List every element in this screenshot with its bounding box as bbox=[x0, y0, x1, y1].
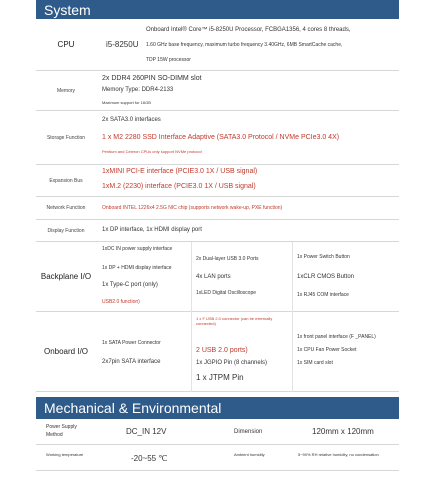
cpu-line2: 1.60 GHz base frequency, maximum turbo frequency 3.40GHz, 6MB SmartCache cache, bbox=[146, 42, 343, 48]
dimension-label: Dimension bbox=[234, 429, 263, 435]
network-label: Network Function bbox=[46, 205, 86, 211]
onboard-c1-item: 1x SATA Power Connector bbox=[102, 340, 161, 346]
display-line1: 1x DP interface, 1x HDMI display port bbox=[102, 227, 202, 233]
cpu-line3: TDP 15W processor bbox=[146, 57, 191, 63]
mechanical-header-text: Mechanical & Environmental bbox=[44, 400, 222, 416]
backplane-c1-item: 1x DP + HDMI display interface bbox=[102, 265, 172, 271]
expansion-line1: 1xMINI PCI-E interface (PCIE3.0 1X / USB signal) bbox=[102, 168, 258, 175]
network-line1: Onboard INTEL 1226x4 2.5G NIC chip (supports network wake-up, PXE function) bbox=[102, 205, 283, 211]
backplane-divider-2 bbox=[292, 242, 293, 312]
humidity-value: 5~90% RH relative humidity, no condensation bbox=[298, 452, 379, 457]
onboard-c3-item: 1x front panel interface (F _PANEL) bbox=[297, 334, 376, 340]
backplane-c3-item: 1x RJ45 COM interface bbox=[297, 292, 349, 298]
power-label: Power Supply Method bbox=[46, 424, 77, 438]
storage-line2: 1 x M2 2280 SSD Interface Adaptive (SATA3.0 Protocol / NVMe PCIe3.0 4X) bbox=[102, 134, 340, 141]
humidity-label: Ambient humidity bbox=[234, 452, 265, 457]
memory-label: Memory bbox=[56, 87, 76, 94]
backplane-label: Backplane I/O bbox=[40, 272, 92, 281]
storage-row bbox=[36, 111, 399, 165]
onboard-c1-item: 2x7pin SATA interface bbox=[102, 359, 161, 365]
storage-label: Storage Function bbox=[46, 134, 86, 141]
cpu-model: i5-8250U bbox=[106, 40, 139, 49]
storage-note: Pentium and Celeron CPUs only support NVMe protocol bbox=[102, 149, 202, 154]
backplane-divider-1 bbox=[191, 242, 192, 312]
onboard-divider-2 bbox=[292, 312, 293, 392]
backplane-c3-item: 1xCLR CMOS Button bbox=[297, 274, 355, 280]
onboard-c2-item: 1 x JTPM Pin bbox=[196, 373, 244, 382]
memory-line2: Memory Type: DDR4-2133 bbox=[102, 87, 174, 93]
memory-note: Maximum support for 16GB bbox=[102, 100, 151, 105]
display-row bbox=[36, 220, 399, 242]
backplane-c2-item: 2x Dual-layer USB 3.0 Ports bbox=[196, 256, 259, 262]
backplane-c1-item: USB2.0 function) bbox=[102, 299, 140, 305]
backplane-c3-item: 1x Power Switch Button bbox=[297, 254, 350, 260]
cpu-line1: Onboard Intel® Core™ i5-8250U Processor, FCBGA1356, 4 cores 8 threads, bbox=[146, 27, 351, 33]
power-value: DC_IN 12V bbox=[126, 427, 167, 436]
display-label: Display Function bbox=[47, 227, 85, 234]
backplane-c2-item: 1xLED Digital Oscilloscope bbox=[196, 290, 257, 296]
network-row bbox=[36, 197, 399, 220]
mechanical-section-header bbox=[36, 397, 399, 419]
expansion-label: Expansion Bus bbox=[49, 177, 83, 184]
temp-label: Working temperature bbox=[46, 452, 84, 457]
backplane-c1-item: 1x Type-C port (only) bbox=[102, 282, 158, 288]
environment-row bbox=[36, 445, 399, 471]
backplane-c2-item: 4x LAN ports bbox=[196, 274, 231, 280]
backplane-c1-item: 1xDC IN power supply interface bbox=[102, 246, 173, 252]
cpu-label: CPU bbox=[57, 40, 75, 49]
power-row bbox=[36, 419, 399, 445]
onboard-c3-item: 1x SIM card slot bbox=[297, 360, 333, 366]
system-header-text: System bbox=[44, 1, 91, 18]
backplane-row bbox=[36, 242, 399, 312]
system-section-header bbox=[36, 0, 399, 19]
onboard-c3-item: 1x CPU Fan Power Socket bbox=[297, 347, 357, 353]
temp-value: -20~55 ℃ bbox=[131, 454, 168, 463]
memory-line1: 2x DDR4 260PIN SO-DIMM slot bbox=[102, 75, 202, 82]
dimension-value: 120mm x 120mm bbox=[312, 427, 374, 436]
expansion-row bbox=[36, 165, 399, 197]
onboard-c2-item: 2 USB 2.0 ports) bbox=[196, 347, 248, 354]
onboard-divider-1 bbox=[191, 312, 192, 392]
onboard-c2-item: 1x JGPIO Pin (8 channels) bbox=[196, 360, 268, 366]
onboard-c2-note: 1 x F USB 2.0 connector (can be externally connected) bbox=[196, 316, 273, 326]
memory-row bbox=[36, 71, 399, 111]
cpu-row bbox=[36, 19, 399, 71]
storage-line1: 2x SATA3.0 interfaces bbox=[102, 117, 161, 123]
onboard-row bbox=[36, 312, 399, 392]
onboard-label: Onboard I/O bbox=[43, 347, 89, 356]
expansion-line2: 1xM.2 (2230) interface (PCIE3.0 1X / USB signal) bbox=[102, 183, 256, 190]
